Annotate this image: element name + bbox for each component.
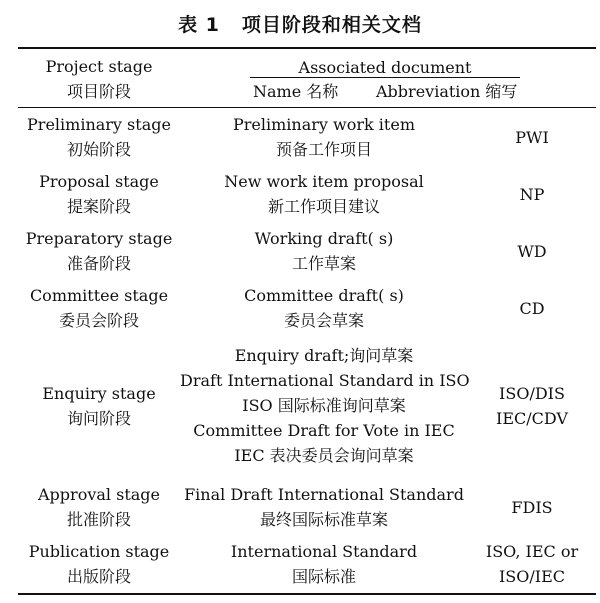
stage-name-zh: 初始阶段 xyxy=(66,140,131,159)
document-abbreviation: ISO/IEC xyxy=(498,567,566,586)
header-stage-en: Project stage xyxy=(45,57,153,76)
stage-name-en: Approval stage xyxy=(38,485,160,504)
stage-name-en: Preparatory stage xyxy=(25,229,173,248)
document-name: 工作草案 xyxy=(291,254,356,273)
stage-name-zh: 出版阶段 xyxy=(66,567,131,586)
document-name: 新工作项目建议 xyxy=(267,197,380,216)
stage-name-zh: 批准阶段 xyxy=(66,510,131,529)
document-abbreviation: ISO, IEC or xyxy=(485,542,579,561)
document-abbreviation: PWI xyxy=(515,127,549,147)
stage-name-zh: 询问阶段 xyxy=(66,408,131,428)
stage-name-en: Preliminary stage xyxy=(27,115,171,134)
header-sub-rule xyxy=(250,77,520,78)
header-name: Name 名称 xyxy=(253,82,339,101)
document-name: 国际标准 xyxy=(291,567,356,586)
document-name: Draft International Standard in ISO xyxy=(180,371,470,390)
document-abbreviation: FDIS xyxy=(511,497,553,517)
document-name: Working draft( s) xyxy=(254,229,394,248)
header-bottom-rule xyxy=(18,107,596,108)
stage-name-en: Publication stage xyxy=(28,542,170,561)
document-name: 预备工作项目 xyxy=(275,140,372,159)
document-name: New work item proposal xyxy=(224,172,424,191)
table-caption xyxy=(0,10,600,37)
document-name: Preliminary work item xyxy=(233,115,415,134)
stage-name-en: Proposal stage xyxy=(39,172,159,191)
top-rule xyxy=(18,47,596,49)
document-abbreviation: ISO/DIS xyxy=(499,383,565,403)
document-name: Enquiry draft;询问草案 xyxy=(234,346,414,365)
document-name: Committee Draft for Vote in IEC xyxy=(193,421,455,440)
table-number: 表 1 xyxy=(178,14,220,36)
document-name: ISO 国际标准询问草案 xyxy=(242,396,406,415)
stage-name-zh: 提案阶段 xyxy=(66,197,131,216)
document-abbreviation: NP xyxy=(519,184,545,204)
header-associated-document: Associated document xyxy=(298,58,472,77)
document-name: Committee draft( s) xyxy=(244,286,404,305)
document-abbreviation: WD xyxy=(517,241,547,261)
header-stage-zh: 项目阶段 xyxy=(66,82,131,101)
bottom-rule xyxy=(18,593,596,595)
stage-name-en: Committee stage xyxy=(29,286,169,305)
document-name: IEC 表决委员会询问草案 xyxy=(234,446,414,465)
stage-name-en: Enquiry stage xyxy=(42,383,156,403)
document-abbreviation: IEC/CDV xyxy=(496,408,568,428)
document-name: International Standard xyxy=(230,542,418,561)
stage-name-zh: 准备阶段 xyxy=(66,254,131,273)
document-name: 最终国际标准草案 xyxy=(259,510,388,529)
document-abbreviation: CD xyxy=(519,298,545,318)
document-name: 委员会草案 xyxy=(283,311,364,330)
header-abbreviation: Abbreviation 缩写 xyxy=(376,82,518,101)
table-title: 项目阶段和相关文档 xyxy=(241,14,422,36)
stage-name-zh: 委员会阶段 xyxy=(58,311,139,330)
document-name: Final Draft International Standard xyxy=(184,485,464,504)
